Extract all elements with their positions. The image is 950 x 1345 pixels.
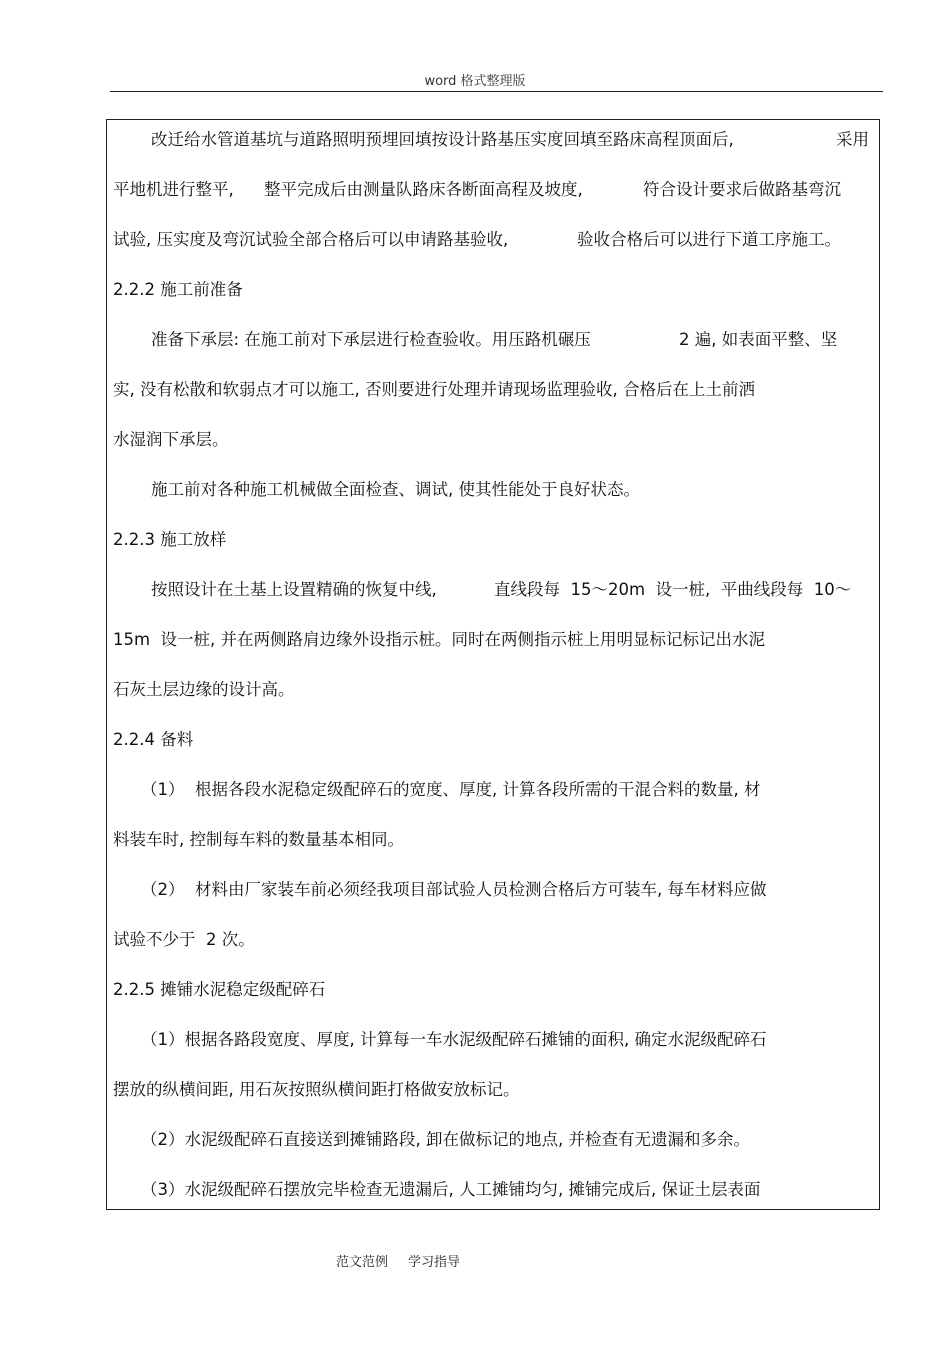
text-line: 平地机进行整平,: [113, 180, 234, 199]
footer-left-label: 范文范例: [336, 1255, 389, 1270]
text-line: 试验不少于 2 次。: [113, 930, 255, 949]
section-heading: 2.2.4 备料: [113, 730, 194, 749]
text-line: 石灰土层边缘的设计高。: [113, 680, 295, 699]
text-line: 施工前对各种施工机械做全面检查、调试, 使其性能处于良好状态。: [151, 480, 640, 499]
text-line: 水湿润下承层。: [113, 430, 229, 449]
text-line: 15m 设一桩, 并在两侧路肩边缘外设指示桩。同时在两侧指示桩上用明显标记标记出水泥: [113, 630, 766, 649]
text-line: 按照设计在土基上设置精确的恢复中线,: [151, 580, 437, 599]
text-line: 试验, 压实度及弯沉试验全部合格后可以申请路基验收,: [113, 230, 509, 249]
text-line: 摆放的纵横间距, 用石灰按照纵横间距打格做安放标记。: [113, 1080, 520, 1099]
text-line: 料装车时, 控制每车料的数量基本相同。: [113, 830, 404, 849]
text-line: 实, 没有松散和软弱点才可以施工, 否则要进行处理并请现场监理验收, 合格后在上土前洒: [113, 380, 755, 399]
text-line: 采用: [836, 130, 869, 149]
footer-right-label: 学习指导: [408, 1255, 461, 1270]
text-line: 准备下承层: 在施工前对下承层进行检查验收。用压路机碾压: [151, 330, 591, 349]
text-line: 2 遍, 如表面平整、坚: [679, 330, 838, 349]
text-line: （2）水泥级配碎石直接送到摊铺路段, 卸在做标记的地点, 并检查有无遗漏和多余。: [141, 1130, 750, 1149]
header-divider: [110, 91, 883, 92]
text-line: （3）水泥级配碎石摆放完毕检查无遗漏后, 人工摊铺均匀, 摊铺完成后, 保证土层表面: [141, 1180, 761, 1199]
text-line: （1） 根据各段水泥稳定级配碎石的宽度、厚度, 计算各段所需的干混合料的数量, 材: [141, 780, 761, 799]
text-line: 改迁给水管道基坑与道路照明预埋回填按设计路基压实度回填至路床高程顶面后,: [151, 130, 734, 149]
section-heading: 2.2.3 施工放样: [113, 530, 227, 549]
text-line: （2） 材料由厂家装车前必须经我项目部试验人员检测合格后方可装车, 每车材料应做: [141, 880, 767, 899]
text-line: 验收合格后可以进行下道工序施工。: [577, 230, 841, 249]
text-line: 整平完成后由测量队路床各断面高程及坡度,: [264, 180, 583, 199]
text-line: 直线段每 15～20m 设一桩, 平曲线段每 10～: [494, 580, 852, 599]
section-heading: 2.2.5 摊铺水泥稳定级配碎石: [113, 980, 326, 999]
section-heading: 2.2.2 施工前准备: [113, 280, 243, 299]
page-header-title: word 格式整理版: [424, 74, 526, 89]
text-line: （1）根据各路段宽度、厚度, 计算每一车水泥级配碎石摊铺的面积, 确定水泥级配碎石: [141, 1030, 767, 1049]
text-line: 符合设计要求后做路基弯沉: [643, 180, 841, 199]
